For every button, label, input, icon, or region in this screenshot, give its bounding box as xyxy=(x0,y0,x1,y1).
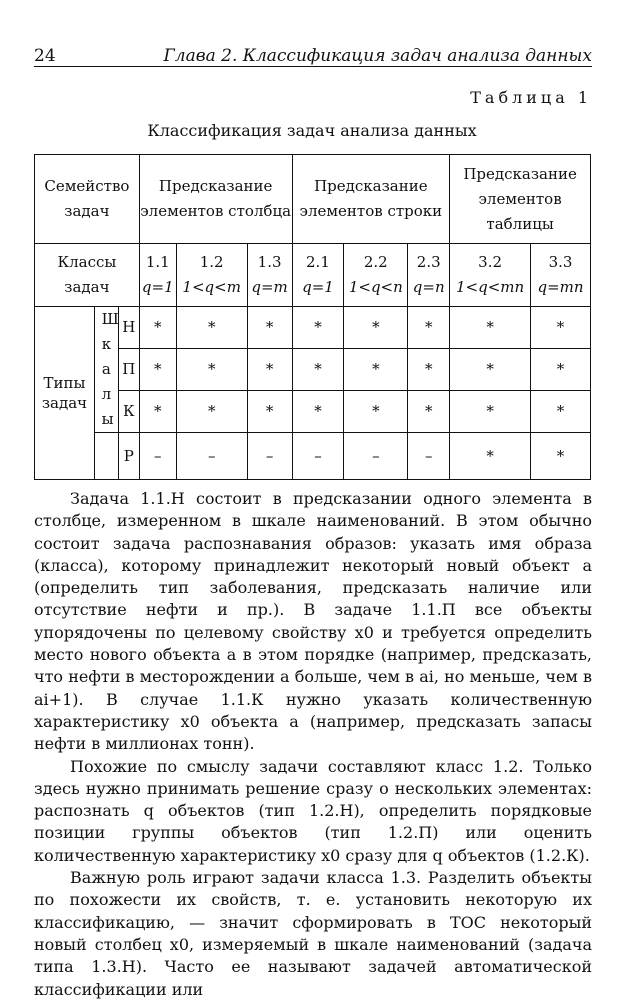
class-cell xyxy=(344,244,408,307)
page-number: 24 xyxy=(34,46,56,66)
class-code: 2.1 xyxy=(306,253,330,271)
class-cell xyxy=(531,244,591,307)
table-cell: * xyxy=(344,391,408,433)
table-cell: * xyxy=(408,307,450,349)
table-cell: * xyxy=(247,307,292,349)
table-cell: * xyxy=(408,391,450,433)
class-condition: q=mn xyxy=(537,278,584,296)
class-code: 1.2 xyxy=(199,253,224,271)
scale-cell: Р xyxy=(118,433,139,480)
class-code: 3.2 xyxy=(478,253,503,271)
table-cell: * xyxy=(531,391,591,433)
class-code: 2.2 xyxy=(363,253,388,271)
page-header xyxy=(34,44,592,67)
class-condition: q=n xyxy=(412,278,445,296)
scale-cell: Н xyxy=(118,307,139,349)
class-code: 3.3 xyxy=(548,253,573,271)
family-header: Семейство задач xyxy=(35,155,140,244)
chapter-title: Глава 2. Классификация задач анализа данных xyxy=(163,46,592,66)
table-cell: * xyxy=(531,307,591,349)
class-code: 1.3 xyxy=(257,253,282,271)
scales-label xyxy=(94,307,118,433)
table-cell: * xyxy=(247,391,292,433)
table-cell: * xyxy=(292,307,344,349)
table-cell: * xyxy=(176,391,247,433)
paragraph: Задача 1.1.Н состоит в предсказании одного элемента в столбце, измеренном в шкале наименований. В этом обычно состоит задача распознавания образов: указать имя образа (класса), которому принадлежит некоторый новый объект a (определить тип заболевания, предсказать наличие или отсутствие нефти и пр.). В задаче 1.1.П все объекты упорядочены по целевому свойству x0 и требуется определить место нового объекта a в этом порядке (например, предсказать, что нефти в месторождении a больше, чем в ai, но меньше, чем в ai+1). В случае 1.1.К нужно указать количественную характеристику x0 объекта a (например, предсказать запасы нефти в миллионах тонн). xyxy=(34,489,592,754)
table-cell: * xyxy=(450,433,531,480)
table-cell: * xyxy=(531,349,591,391)
table-caption: Классификация задач анализа данных xyxy=(147,121,477,140)
table-cell: * xyxy=(408,349,450,391)
scale-cell: К xyxy=(118,391,139,433)
table-cell: – xyxy=(408,433,450,480)
table-cell: – xyxy=(139,433,176,480)
table-cell: * xyxy=(139,349,176,391)
table-cell: * xyxy=(531,433,591,480)
table-cell: * xyxy=(139,307,176,349)
class-condition: q=1 xyxy=(302,278,334,296)
family-row: Предсказание элементов строки xyxy=(292,155,450,244)
table-cell: * xyxy=(450,349,531,391)
class-condition: 1<q<n xyxy=(348,278,403,296)
table-cell: * xyxy=(292,349,344,391)
class-condition: q=1 xyxy=(141,278,174,296)
table-cell: – xyxy=(247,433,292,480)
family-column: Предсказание элементов столбца xyxy=(139,155,292,244)
table-label: Таблица 1 xyxy=(470,88,592,107)
family-table: Предсказание элементов таблицы xyxy=(450,155,591,244)
scale-blank xyxy=(94,433,118,480)
class-cell xyxy=(176,244,247,307)
class-cell xyxy=(450,244,531,307)
class-condition: q=m xyxy=(251,278,288,296)
body-text xyxy=(34,488,592,1001)
table-cell: * xyxy=(450,307,531,349)
classification-table xyxy=(34,154,591,480)
types-label: Типы задач xyxy=(35,307,95,480)
table-cell: * xyxy=(344,307,408,349)
table-cell: * xyxy=(139,391,176,433)
table-cell: – xyxy=(344,433,408,480)
table-cell: * xyxy=(176,349,247,391)
class-code: 2.3 xyxy=(416,253,441,271)
paragraph: Важную роль играют задачи класса 1.3. Разделить объекты по похожести их свойств, т. е. установить некоторую их классификацию, — значит сформировать в ТОС некоторый новый столбец x0, измеряемый в шкале наименований (задача типа 1.3.Н). Часто ее называют задачей автоматической классификации или xyxy=(34,868,592,999)
table-cell: – xyxy=(176,433,247,480)
table-cell: * xyxy=(292,391,344,433)
scale-cell: П xyxy=(118,349,139,391)
table-cell: * xyxy=(247,349,292,391)
table-cell: – xyxy=(292,433,344,480)
classes-header: Классы задач xyxy=(35,244,140,307)
table-cell: * xyxy=(450,391,531,433)
class-cell xyxy=(292,244,344,307)
class-code: 1.1 xyxy=(145,253,170,271)
class-cell xyxy=(139,244,176,307)
class-condition: 1<q<m xyxy=(182,278,241,296)
scales-text: Шкалы xyxy=(101,310,119,428)
paragraph: Похожие по смыслу задачи составляют класс 1.2. Только здесь нужно принимать решение сразу о нескольких элементах: распознать q объектов (тип 1.2.Н), определить порядковые позиции группы объектов (тип 1.2.П) или оценить количественную характеристику x0 сразу для q объектов (1.2.К). xyxy=(34,756,592,865)
table-cell: * xyxy=(176,307,247,349)
table-cell: * xyxy=(344,349,408,391)
class-cell xyxy=(408,244,450,307)
class-condition: 1<q<mn xyxy=(456,278,525,296)
class-cell xyxy=(247,244,292,307)
